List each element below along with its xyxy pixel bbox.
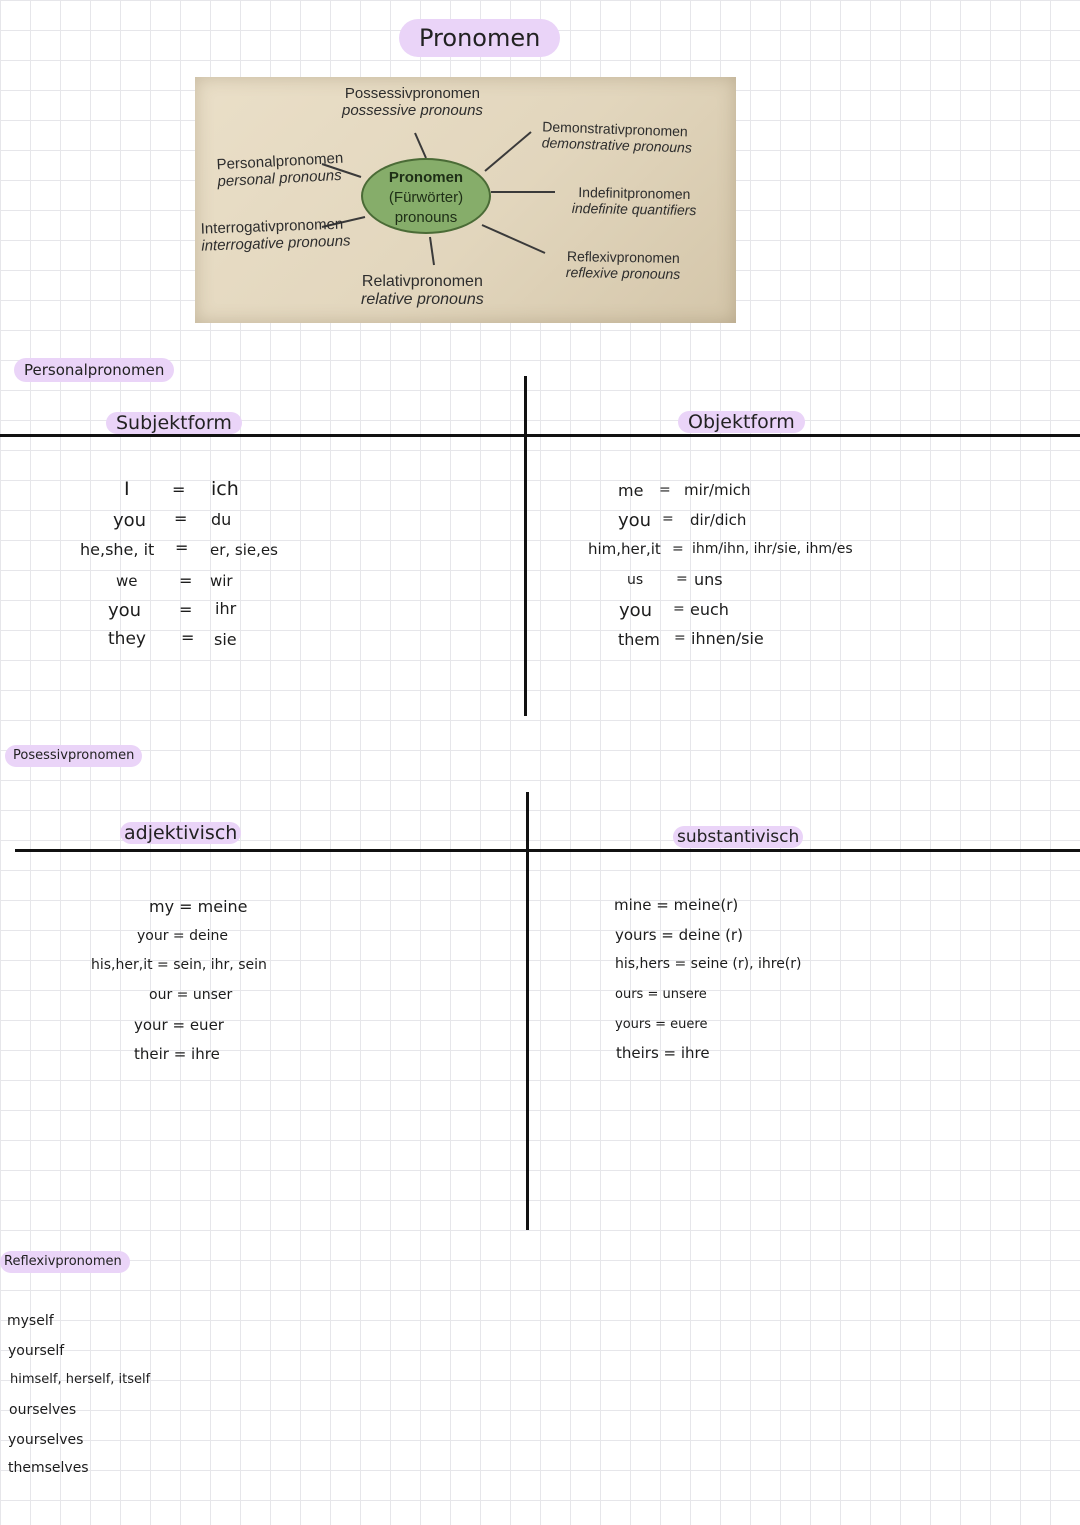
noun-item: theirs = ihre <box>616 1044 710 1062</box>
noun-item: ours = unsere <box>615 987 707 1002</box>
personal-table-horizontal-line <box>0 434 1080 437</box>
object-eq: = <box>673 601 685 617</box>
adjective-title: adjektivisch <box>120 822 241 844</box>
object-eq: = <box>674 630 686 646</box>
possessive-table-vertical-line <box>526 792 529 1230</box>
subject-de: du <box>211 510 232 529</box>
diagram-possessive-de: Possessivpronomen <box>344 85 480 102</box>
noun-item: mine = meine(r) <box>614 896 739 914</box>
diagram-indefinite-de: Indefinitpronomen <box>578 184 691 202</box>
object-en: them <box>618 630 660 649</box>
section-heading-personal: Personalpronomen <box>14 358 174 382</box>
object-en: you <box>618 510 652 531</box>
reflexive-item: ourselves <box>9 1402 77 1418</box>
diagram-center-node <box>361 158 491 234</box>
diagram-personal-de: Personalpronomen <box>216 149 344 174</box>
adjective-item: his,her,it = sein, ihr, sein <box>91 957 267 973</box>
subject-en: he,she, it <box>80 540 155 559</box>
adjective-item: my = meine <box>149 897 248 916</box>
subject-de: ihr <box>215 599 237 618</box>
possessive-table-horizontal-line <box>15 849 1080 852</box>
reflexive-item: yourselves <box>8 1432 84 1448</box>
object-eq: = <box>672 541 684 557</box>
subject-en: you <box>108 600 142 621</box>
noun-item: yours = deine (r) <box>615 926 743 944</box>
diagram-reflexive-en: reflexive pronouns <box>565 264 681 283</box>
subject-eq: = <box>181 628 195 647</box>
diagram-center-line-3: pronouns <box>394 209 458 226</box>
reflexive-item: yourself <box>8 1343 65 1359</box>
diagram-possessive-en: possessive pronouns <box>342 102 483 120</box>
diagram-personal <box>216 150 344 191</box>
subject-form-title: Subjektform <box>106 412 242 434</box>
object-eq: = <box>676 571 688 587</box>
diagram-personal-en: personal pronouns <box>217 167 343 191</box>
diagram-interrogative <box>200 215 350 255</box>
subject-de: ich <box>211 478 239 500</box>
subject-eq: = <box>175 538 189 557</box>
reflexive-item: himself, herself, itself <box>10 1372 151 1387</box>
section-heading-reflexive: Reflexivpronomen <box>0 1251 130 1273</box>
object-de: dir/dich <box>690 511 747 529</box>
diagram-interrogative-en: interrogative pronouns <box>201 232 351 255</box>
object-de: euch <box>690 600 729 619</box>
subject-eq: = <box>179 600 193 619</box>
subject-eq: = <box>172 480 186 499</box>
page-title: Pronomen <box>399 19 560 57</box>
subject-en: you <box>113 510 147 531</box>
diagram-reflexive-de: Reflexivpronomen <box>566 248 680 266</box>
object-en: him,her,it <box>588 540 661 558</box>
object-en: you <box>619 600 653 621</box>
subject-en: I <box>124 478 130 500</box>
subject-de: sie <box>214 630 237 649</box>
object-eq: = <box>662 511 674 527</box>
diagram-indefinite <box>572 184 697 218</box>
noun-title: substantivisch <box>673 826 803 848</box>
subject-en: we <box>116 572 138 590</box>
subject-eq: = <box>174 509 188 528</box>
object-eq: = <box>659 482 671 498</box>
adjective-item: your = euer <box>134 1016 224 1034</box>
adjective-item: their = ihre <box>134 1045 220 1063</box>
diagram-interrogative-de: Interrogativpronomen <box>200 215 344 238</box>
diagram-reflexive <box>566 248 681 282</box>
diagram-relative <box>361 273 484 310</box>
adjective-item: our = unser <box>149 987 233 1003</box>
subject-de: wir <box>210 572 233 590</box>
diagram-relative-en: relative pronouns <box>361 291 484 309</box>
diagram-indefinite-en: indefinite quantifiers <box>571 200 697 219</box>
noun-item: his,hers = seine (r), ihre(r) <box>615 956 802 972</box>
personal-table-vertical-line <box>524 376 527 716</box>
object-de: ihm/ihn, ihr/sie, ihm/es <box>692 541 853 557</box>
adjective-item: your = deine <box>137 928 228 944</box>
diagram-demonstrative-de: Demonstrativpronomen <box>542 118 689 140</box>
reflexive-item: myself <box>7 1313 54 1329</box>
diagram-relative-de: Relativpronomen <box>361 273 483 290</box>
diagram-center-line-1: Pronomen <box>388 169 464 186</box>
noun-item: yours = euere <box>615 1017 708 1032</box>
diagram-center-line-2: (Fürwörter) <box>388 189 464 206</box>
pronoun-overview-diagram <box>195 77 736 323</box>
object-de: uns <box>694 570 723 589</box>
diagram-demonstrative-en: demonstrative pronouns <box>541 134 693 156</box>
object-de: mir/mich <box>684 481 751 499</box>
object-form-title: Objektform <box>678 411 805 433</box>
object-en: me <box>618 481 644 500</box>
subject-en: they <box>108 629 146 649</box>
diagram-demonstrative <box>541 118 692 155</box>
object-en: us <box>627 572 644 588</box>
section-heading-possessive: Posessivpronomen <box>5 745 142 767</box>
reflexive-item: themselves <box>8 1460 89 1476</box>
diagram-possessive <box>342 85 483 120</box>
subject-de: er, sie,es <box>210 541 278 559</box>
object-de: ihnen/sie <box>691 629 764 648</box>
subject-eq: = <box>179 571 193 590</box>
